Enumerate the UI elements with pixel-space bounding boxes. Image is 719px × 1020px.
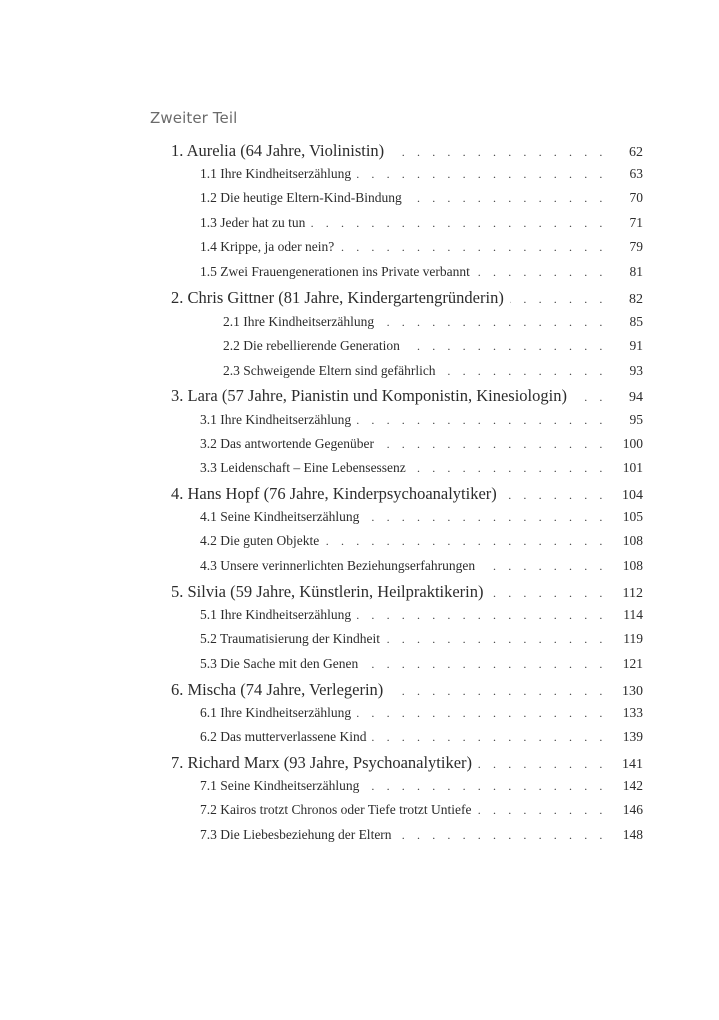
toc-page-number: 63 (629, 166, 643, 181)
dot-leader (503, 488, 607, 503)
dot-leader (477, 803, 607, 818)
toc-entry-title: 1.2 Die heutige Eltern-Kind-Bindung (200, 190, 402, 205)
toc-page-number: 82 (629, 292, 643, 307)
dot-leader (476, 265, 607, 280)
toc-entry-title: 2. Chris Gittner (81 Jahre, Kindergartengründerin) (171, 288, 504, 307)
toc-entry-title: 1. Aurelia (64 Jahre, Violinistin) (171, 141, 385, 160)
toc-entry-title: 1.1 Ihre Kindheitserzählung (200, 166, 352, 181)
toc-entry-title: 4.2 Die guten Objekte (200, 533, 320, 548)
toc-section-entry[interactable] (200, 558, 643, 574)
dot-leader (372, 730, 607, 745)
dot-leader (398, 828, 607, 843)
toc-page-number: 121 (622, 656, 643, 671)
dot-leader (510, 292, 607, 307)
toc-entry-title: 6.2 Das mutterverlassene Kind (200, 729, 367, 744)
toc-section-entry[interactable] (200, 827, 643, 843)
toc-entry-title: 7. Richard Marx (93 Jahre, Psychoanalytiker) (171, 753, 473, 772)
toc-section-entry[interactable] (200, 264, 643, 280)
toc-entry-title: 3.1 Ihre Kindheitserzählung (200, 412, 352, 427)
toc-section-entry[interactable] (200, 215, 643, 231)
toc-section-entry[interactable] (223, 363, 643, 379)
toc-page-number: 119 (623, 631, 643, 646)
toc-chapter-entry[interactable] (171, 484, 643, 504)
toc-chapter-entry[interactable] (171, 288, 643, 308)
toc-page-number: 105 (622, 509, 643, 524)
toc-chapter-entry[interactable] (171, 582, 643, 602)
dot-leader (325, 534, 607, 549)
toc-page-number: 114 (623, 607, 643, 622)
toc-entry-title: 1.3 Jeder hat zu tun (200, 215, 306, 230)
toc-entry-title: 5.2 Traumatisierung der Kindheit (200, 631, 380, 646)
toc-entry-title: 5.3 Die Sache mit den Genen (200, 656, 359, 671)
toc-entry-title: 2.2 Die rebellierende Generation (223, 338, 400, 353)
toc-entry-title: 6.1 Ihre Kindheitserzählung (200, 705, 352, 720)
dot-leader (389, 684, 607, 699)
toc-section-entry[interactable] (200, 705, 643, 721)
toc-page-number: 79 (629, 239, 643, 254)
toc-entry-title: 7.1 Seine Kindheitserzählung (200, 778, 360, 793)
dot-leader (406, 339, 607, 354)
dot-leader (478, 757, 607, 772)
toc-section-entry[interactable] (200, 412, 643, 428)
toc-page-number: 112 (622, 586, 643, 601)
toc-section-entry[interactable] (200, 656, 643, 672)
toc-section-entry[interactable] (200, 607, 643, 623)
dot-leader (386, 632, 607, 647)
toc-chapter-entry[interactable] (171, 753, 643, 773)
dot-leader (311, 216, 607, 231)
toc-entry-title: 3. Lara (57 Jahre, Pianistin und Komponistin, Kinesiologin) (171, 386, 567, 405)
toc-entry-title: 6. Mischa (74 Jahre, Verlegerin) (171, 680, 384, 699)
dot-leader (481, 559, 607, 574)
toc-page-number: 104 (622, 488, 643, 503)
dot-leader (357, 706, 607, 721)
dot-leader (357, 608, 607, 623)
toc-entry-title: 4.1 Seine Kindheitserzählung (200, 509, 360, 524)
dot-leader (340, 240, 607, 255)
toc-page-number: 85 (629, 314, 643, 329)
toc-section-entry[interactable] (200, 509, 643, 525)
toc-page-number: 93 (629, 363, 643, 378)
toc-page-number: 101 (622, 460, 643, 475)
toc-page-number: 142 (622, 778, 643, 793)
part-title: Zweiter Teil (150, 109, 238, 127)
toc-chapter-entry[interactable] (171, 386, 643, 406)
toc-page-number: 81 (629, 264, 643, 279)
toc-page-number: 139 (622, 729, 643, 744)
toc-entry-title: 3.3 Leidenschaft – Eine Lebensessenz (200, 460, 406, 475)
toc-entry-title: 1.4 Krippe, ja oder nein? (200, 239, 335, 254)
dot-leader (573, 390, 607, 405)
toc-section-entry[interactable] (200, 239, 643, 255)
toc-section-entry[interactable] (200, 802, 643, 818)
toc-section-entry[interactable] (200, 729, 643, 745)
toc-page-number: 148 (622, 827, 643, 842)
dot-leader (390, 145, 607, 160)
dot-leader (380, 437, 607, 452)
toc-section-entry[interactable] (200, 460, 643, 476)
toc-entry-title: 5.1 Ihre Kindheitserzählung (200, 607, 352, 622)
toc-entry-title: 7.2 Kairos trotzt Chronos oder Tiefe trotzt Untiefe (200, 802, 472, 817)
dot-leader (365, 779, 607, 794)
dot-leader (365, 510, 607, 525)
toc-page-number: 71 (629, 215, 643, 230)
toc-entry-title: 1.5 Zwei Frauengenerationen ins Private verbannt (200, 264, 470, 279)
toc-entry-title: 2.1 Ihre Kindheitserzählung (223, 314, 375, 329)
dot-leader (442, 364, 607, 379)
toc-chapter-entry[interactable] (171, 680, 643, 700)
toc-page-number: 62 (629, 145, 643, 160)
toc-section-entry[interactable] (223, 314, 643, 330)
toc-entry-title: 4. Hans Hopf (76 Jahre, Kinderpsychoanalytiker) (171, 484, 497, 503)
dot-leader (408, 191, 607, 206)
toc-page-number: 95 (629, 412, 643, 427)
toc-page-number: 146 (622, 802, 643, 817)
toc-entry-title: 7.3 Die Liebesbeziehung der Eltern (200, 827, 392, 842)
toc-page-number: 94 (629, 390, 643, 405)
toc-page-number: 91 (629, 338, 643, 353)
toc-section-entry[interactable] (200, 631, 643, 647)
toc-entry-title: 2.3 Schweigende Eltern sind gefährlich (223, 363, 436, 378)
dot-leader (490, 586, 607, 601)
toc-section-entry[interactable] (223, 338, 643, 354)
toc-section-entry[interactable] (200, 533, 643, 549)
toc-entry-title: 3.2 Das antwortende Gegenüber (200, 436, 374, 451)
dot-leader (412, 461, 607, 476)
toc-page-number: 100 (622, 436, 643, 451)
toc-page-number: 108 (622, 558, 643, 573)
toc-page-number: 108 (622, 533, 643, 548)
toc-page-number: 70 (629, 190, 643, 205)
toc-page-number: 130 (622, 684, 643, 699)
dot-leader (357, 413, 607, 428)
toc-entry-title: 5. Silvia (59 Jahre, Künstlerin, Heilpraktikerin) (171, 582, 484, 601)
toc-section-entry[interactable] (200, 778, 643, 794)
toc-entry-title: 4.3 Unsere verinnerlichten Beziehungserfahrungen (200, 558, 476, 573)
toc-section-entry[interactable] (200, 190, 643, 206)
toc-section-entry[interactable] (200, 166, 643, 182)
dot-leader (364, 657, 607, 672)
toc-section-entry[interactable] (200, 436, 643, 452)
toc-page-number: 141 (622, 757, 643, 772)
toc-chapter-entry[interactable] (171, 141, 643, 161)
toc-page-number: 133 (622, 705, 643, 720)
dot-leader (380, 315, 607, 330)
dot-leader (357, 167, 607, 182)
